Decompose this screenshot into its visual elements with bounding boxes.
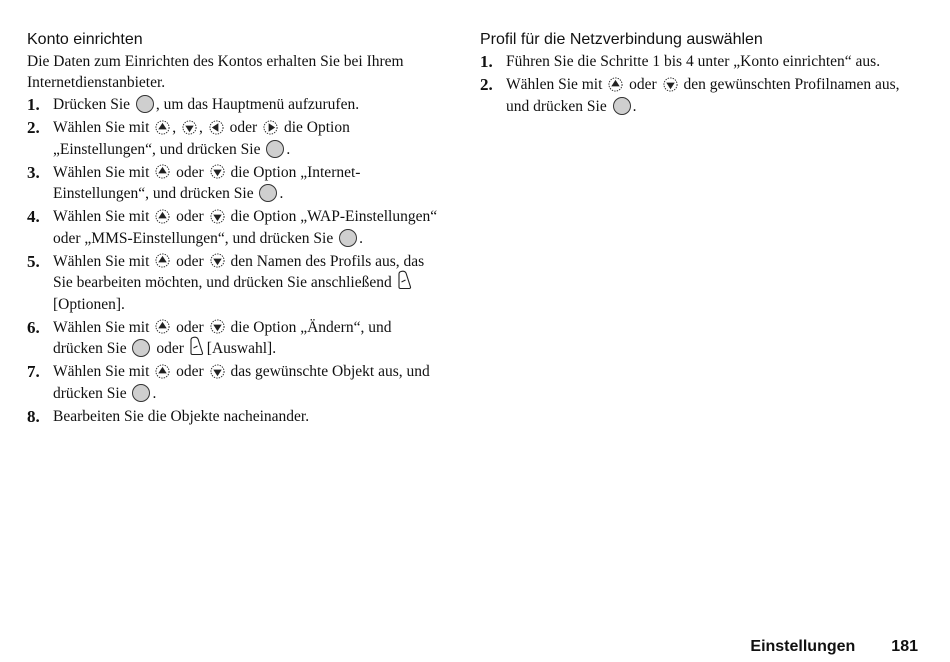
nav-up-icon bbox=[155, 120, 170, 135]
nav-down-icon bbox=[663, 77, 678, 92]
step-text: Führen Sie die Schritte 1 bis 4 unter „Konto einrichten“ aus. bbox=[506, 53, 881, 70]
center-key-icon bbox=[136, 95, 154, 113]
step-8 bbox=[27, 406, 442, 428]
step-text: den gewünschten Profilnamen aus, und drücken Sie bbox=[506, 76, 900, 115]
nav-up-icon bbox=[155, 319, 170, 334]
nav-right-icon bbox=[263, 120, 278, 135]
step-6 bbox=[27, 317, 442, 360]
center-key-icon bbox=[259, 184, 277, 202]
left-column bbox=[27, 30, 442, 429]
page-number: 181 bbox=[891, 638, 918, 655]
step-3 bbox=[27, 162, 442, 205]
step-text: den Namen des Profils aus, das Sie bearbeiten möchten, und drücken Sie anschließend bbox=[53, 252, 425, 291]
step-text: Bearbeiten Sie die Objekte nacheinander. bbox=[53, 407, 310, 425]
step-text: . bbox=[152, 384, 157, 402]
step-text: die Option „Einstellungen“, und drücken Sie bbox=[53, 119, 350, 158]
step-7 bbox=[27, 361, 442, 404]
nav-up-icon bbox=[608, 77, 623, 92]
center-key-icon bbox=[339, 229, 357, 247]
step-number: 1. bbox=[27, 95, 40, 114]
step-number: 7. bbox=[27, 362, 40, 381]
step-text: , bbox=[199, 119, 203, 136]
step-number: 8. bbox=[27, 406, 40, 426]
center-key-icon bbox=[132, 339, 150, 357]
nav-down-icon bbox=[210, 364, 225, 379]
nav-down-icon bbox=[210, 164, 225, 179]
step-text: Wählen Sie mit bbox=[506, 76, 603, 93]
footer-section-name: Einstellungen bbox=[750, 638, 856, 655]
step-text: oder bbox=[156, 340, 184, 357]
steps-list-profil bbox=[480, 51, 900, 117]
step-text: oder bbox=[629, 76, 657, 93]
step-text: die Option „WAP-Einstellungen“ oder „MMS-Einstellungen“, und drücken Sie bbox=[53, 208, 438, 247]
soft-key-icon bbox=[398, 270, 412, 290]
step-text: . bbox=[359, 229, 363, 247]
step-number: 2. bbox=[480, 75, 493, 94]
step-text: , bbox=[172, 119, 177, 136]
step-text: oder bbox=[176, 163, 204, 181]
step-text: . bbox=[286, 140, 291, 158]
nav-up-icon bbox=[155, 164, 170, 179]
soft-key-icon bbox=[190, 336, 204, 356]
step-1 bbox=[27, 94, 442, 116]
nav-down-icon bbox=[210, 319, 225, 334]
step-text: Wählen Sie mit bbox=[53, 363, 150, 380]
center-key-icon bbox=[613, 97, 631, 115]
step-4 bbox=[27, 206, 442, 249]
nav-down-icon bbox=[210, 253, 225, 268]
step-text: Wählen Sie mit bbox=[53, 252, 150, 270]
nav-up-icon bbox=[155, 364, 170, 379]
nav-down-icon bbox=[210, 209, 225, 224]
nav-left-icon bbox=[209, 120, 224, 135]
step-text: oder bbox=[176, 363, 204, 380]
step-text: oder bbox=[229, 119, 258, 136]
step-text: das gewünschte Objekt aus, und drücken Sie bbox=[53, 363, 430, 402]
step-text: die Option „Ändern“, und drücken Sie bbox=[53, 318, 392, 357]
step-text: die Option „Internet-Einstellungen“, und drücken Sie bbox=[53, 163, 361, 202]
nav-up-icon bbox=[155, 209, 170, 224]
step-number: 6. bbox=[27, 317, 40, 337]
step-number: 3. bbox=[27, 162, 40, 182]
step-text: [Auswahl]. bbox=[206, 340, 277, 357]
step-text: Wählen Sie mit bbox=[53, 318, 150, 336]
step-5 bbox=[27, 251, 442, 316]
step-text: , um das Hauptmenü aufzurufen. bbox=[155, 96, 360, 113]
section-title-profil: Profil für die Netzverbindung auswählen bbox=[480, 31, 763, 48]
step-2 bbox=[480, 74, 900, 117]
right-column bbox=[480, 30, 900, 119]
step-number: 4. bbox=[27, 207, 40, 226]
page-footer bbox=[750, 637, 918, 657]
step-number: 1. bbox=[480, 52, 493, 71]
nav-down-icon bbox=[182, 120, 197, 135]
step-2 bbox=[27, 117, 442, 160]
center-key-icon bbox=[132, 384, 150, 402]
step-text: Wählen Sie mit bbox=[53, 163, 150, 181]
step-text: oder bbox=[176, 318, 204, 336]
step-number: 2. bbox=[27, 118, 40, 137]
step-text: [Optionen]. bbox=[53, 295, 125, 313]
step-text: . bbox=[279, 185, 284, 202]
nav-up-icon bbox=[155, 253, 170, 268]
step-number: 5. bbox=[27, 251, 40, 271]
step-text: Wählen Sie mit bbox=[53, 119, 150, 136]
intro-paragraph: Die Daten zum Einrichten des Kontos erhalten Sie bei Ihrem Internetdienstanbieter. bbox=[27, 53, 404, 91]
center-key-icon bbox=[266, 140, 284, 158]
step-1 bbox=[480, 51, 900, 73]
section-title-konto: Konto einrichten bbox=[27, 31, 143, 48]
step-text: oder bbox=[176, 208, 204, 225]
step-text: oder bbox=[176, 252, 204, 270]
step-text: . bbox=[632, 97, 637, 115]
step-text: Wählen Sie mit bbox=[53, 208, 150, 225]
step-text: Drücken Sie bbox=[53, 96, 131, 113]
steps-list-konto bbox=[27, 94, 442, 427]
